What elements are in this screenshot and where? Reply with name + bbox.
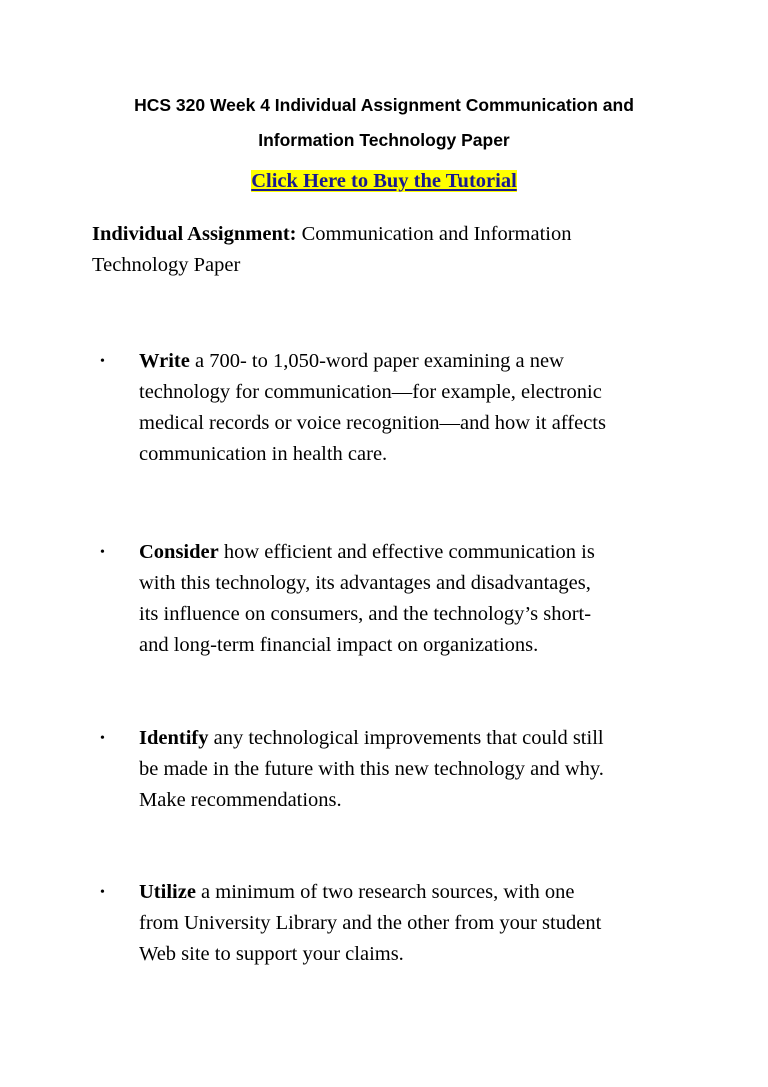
- bullet-keyword: Utilize: [139, 881, 196, 903]
- bullet-item: [92, 537, 595, 661]
- bullet-text: its influence on consumers, and the technology’s short-: [139, 603, 592, 625]
- bullet-line: [139, 785, 604, 816]
- bullet-line: [139, 408, 606, 439]
- bullet-line: [139, 754, 604, 785]
- bullet-line: [139, 346, 606, 377]
- intro-label: Individual Assignment:: [92, 223, 297, 245]
- bullet-keyword: Write: [139, 350, 190, 372]
- bullet-line: [139, 908, 601, 939]
- bullet-line: [139, 439, 606, 470]
- bullet-item: [92, 877, 601, 970]
- bullet-text: be made in the future with this new technology and why.: [139, 758, 604, 780]
- assignment-intro: [92, 219, 572, 281]
- bullet-text: from University Library and the other from your student: [139, 912, 602, 934]
- bullet-text: and long-term financial impact on organizations.: [139, 634, 539, 656]
- bullet-text: any technological improvements that could still: [208, 727, 604, 749]
- bullet-keyword: Identify: [139, 727, 209, 749]
- bullet-icon: •: [100, 731, 105, 746]
- bullet-icon: •: [100, 545, 105, 560]
- bullet-text: communication in health care.: [139, 443, 388, 465]
- bullet-icon: •: [100, 354, 105, 369]
- document-title-line-1: HCS 320 Week 4 Individual Assignment Communication and: [134, 95, 634, 115]
- bullet-text: how efficient and effective communication is: [218, 541, 595, 563]
- bullet-item: [92, 723, 604, 816]
- bullet-icon: •: [100, 885, 105, 900]
- bullet-text: with this technology, its advantages and disadvantages,: [139, 572, 591, 594]
- bullet-text: Make recommendations.: [139, 789, 342, 811]
- bullet-item: [92, 346, 606, 470]
- bullet-text: medical records or voice recognition—and how it affects: [139, 412, 606, 434]
- bullet-line: [139, 377, 606, 408]
- bullet-text: a minimum of two research sources, with one: [195, 881, 575, 903]
- buy-tutorial-link[interactable]: Click Here to Buy the Tutorial: [251, 170, 517, 192]
- bullet-line: [139, 630, 595, 661]
- bullet-line: [139, 939, 601, 970]
- bullet-line: [139, 723, 604, 754]
- bullet-line: [139, 537, 595, 568]
- bullet-line: [139, 599, 595, 630]
- bullet-text: Web site to support your claims.: [139, 943, 404, 965]
- bullet-text: technology for communication—for example, electronic: [139, 381, 602, 403]
- bullet-keyword: Consider: [139, 541, 219, 563]
- bullet-line: [139, 568, 595, 599]
- document-title-line-2: Information Technology Paper: [258, 130, 510, 150]
- bullet-line: [139, 877, 601, 908]
- intro-text-line-2: Technology Paper: [92, 254, 241, 276]
- bullet-text: a 700- to 1,050-word paper examining a new: [189, 350, 564, 372]
- intro-text: Communication and Information: [296, 223, 572, 245]
